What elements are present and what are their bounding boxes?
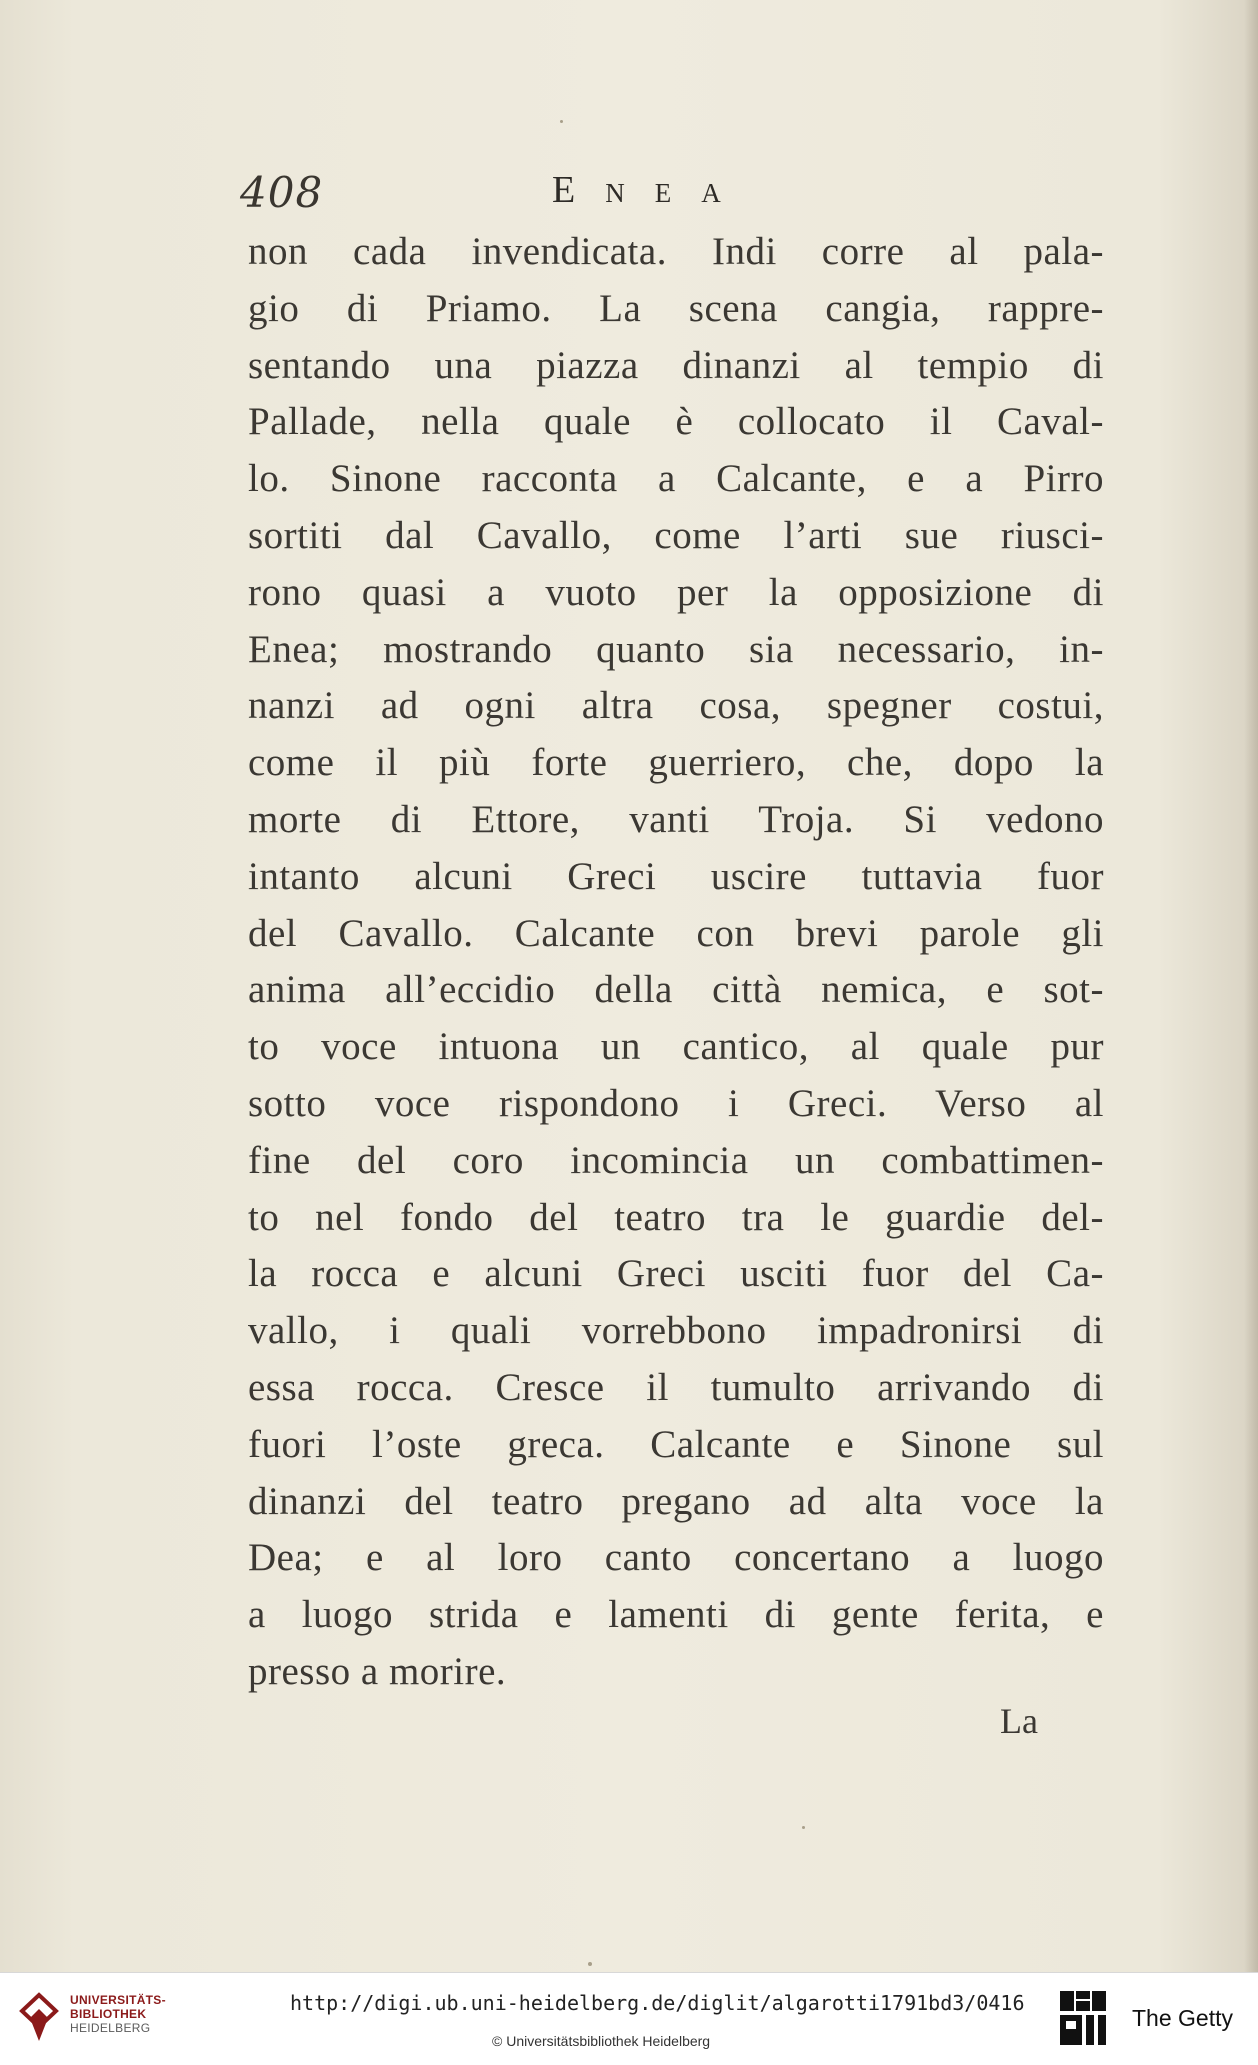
page-header <box>240 168 1100 228</box>
text-line: essa rocca. Cresce il tumulto arrivando di <box>248 1365 1104 1409</box>
text-line: Pallade, nella quale è collocato il Caval- <box>248 400 1104 444</box>
library-name-line: HEIDELBERG <box>70 2021 151 2035</box>
permalink-url[interactable]: http://digi.ub.uni-heidelberg.de/diglit/algarotti1791bd3/0416 <box>290 1991 1025 2015</box>
page-number: 408 <box>240 168 324 217</box>
text-line: non cada invendicata. Indi corre al pala- <box>248 230 1104 273</box>
copyright-notice: © Universitätsbibliothek Heidelberg <box>492 2033 711 2049</box>
text-line: gio di Priamo. La scena cangia, rappre- <box>248 286 1104 330</box>
text-line: morte di Ettore, vanti Troja. Si vedono <box>248 797 1104 841</box>
text-line: presso a morire. <box>248 1649 507 1693</box>
text-line: Enea; mostrando quanto sia necessario, in- <box>248 627 1104 671</box>
text-line: fine del coro incomincia un combattimen- <box>248 1138 1104 1182</box>
text-line: to voce intuona un cantico, al quale pur <box>248 1025 1104 1069</box>
paper-speck <box>560 120 563 123</box>
getty-name: The Getty <box>1132 2005 1233 2031</box>
text-line: vallo, i quali vorrebbono impadronirsi di <box>248 1309 1104 1353</box>
text-line: sotto voce rispondono i Greci. Verso al <box>248 1081 1104 1125</box>
text-line: sortiti dal Cavallo, come l’arti sue riusci- <box>248 513 1104 557</box>
text-line: anima all’eccidio della città nemica, e sot- <box>248 968 1104 1012</box>
text-line: a luogo strida e lamenti di gente ferita, e <box>248 1593 1104 1637</box>
text-line: come il più forte guerriero, che, dopo la <box>248 741 1104 785</box>
library-name-line: BIBLIOTHEK <box>70 2007 147 2021</box>
text-line: lo. Sinone racconta a Calcante, e a Pirro <box>248 457 1104 501</box>
text-line: nanzi ad ogni altra cosa, spegner costui, <box>248 684 1104 728</box>
text-line: intanto alcuni Greci uscire tuttavia fuor <box>248 854 1104 898</box>
text-line: fuori l’oste greca. Calcante e Sinone sul <box>248 1422 1104 1466</box>
text-line: la rocca e alcuni Greci usciti fuor del Ca- <box>248 1252 1104 1296</box>
body-text <box>248 224 1104 1701</box>
text-line: del Cavallo. Calcante con brevi parole gli <box>248 911 1104 955</box>
running-head: Enea <box>552 169 751 211</box>
catchword: La <box>1000 1701 1038 1741</box>
text-line: Dea; e al loro canto concertano a luogo <box>248 1536 1104 1580</box>
text-line: sentando una piazza dinanzi al tempio di <box>248 343 1104 387</box>
library-name <box>70 1993 166 2035</box>
page-edge-shadow <box>1244 0 1258 1972</box>
text-line: rono quasi a vuoto per la opposizione di <box>248 570 1104 614</box>
paper-speck <box>802 1826 805 1829</box>
text-line: dinanzi del teatro pregano ad alta voce la <box>248 1479 1104 1523</box>
getty-logo-icon <box>1058 1989 1108 2049</box>
paper-speck <box>588 1962 592 1966</box>
library-name-line: UNIVERSITÄTS- <box>70 1993 166 2007</box>
text-line: to nel fondo del teatro tra le guardie del- <box>248 1195 1104 1239</box>
viewer-footer <box>0 1972 1258 2065</box>
university-library-logo-icon <box>18 1991 60 2045</box>
